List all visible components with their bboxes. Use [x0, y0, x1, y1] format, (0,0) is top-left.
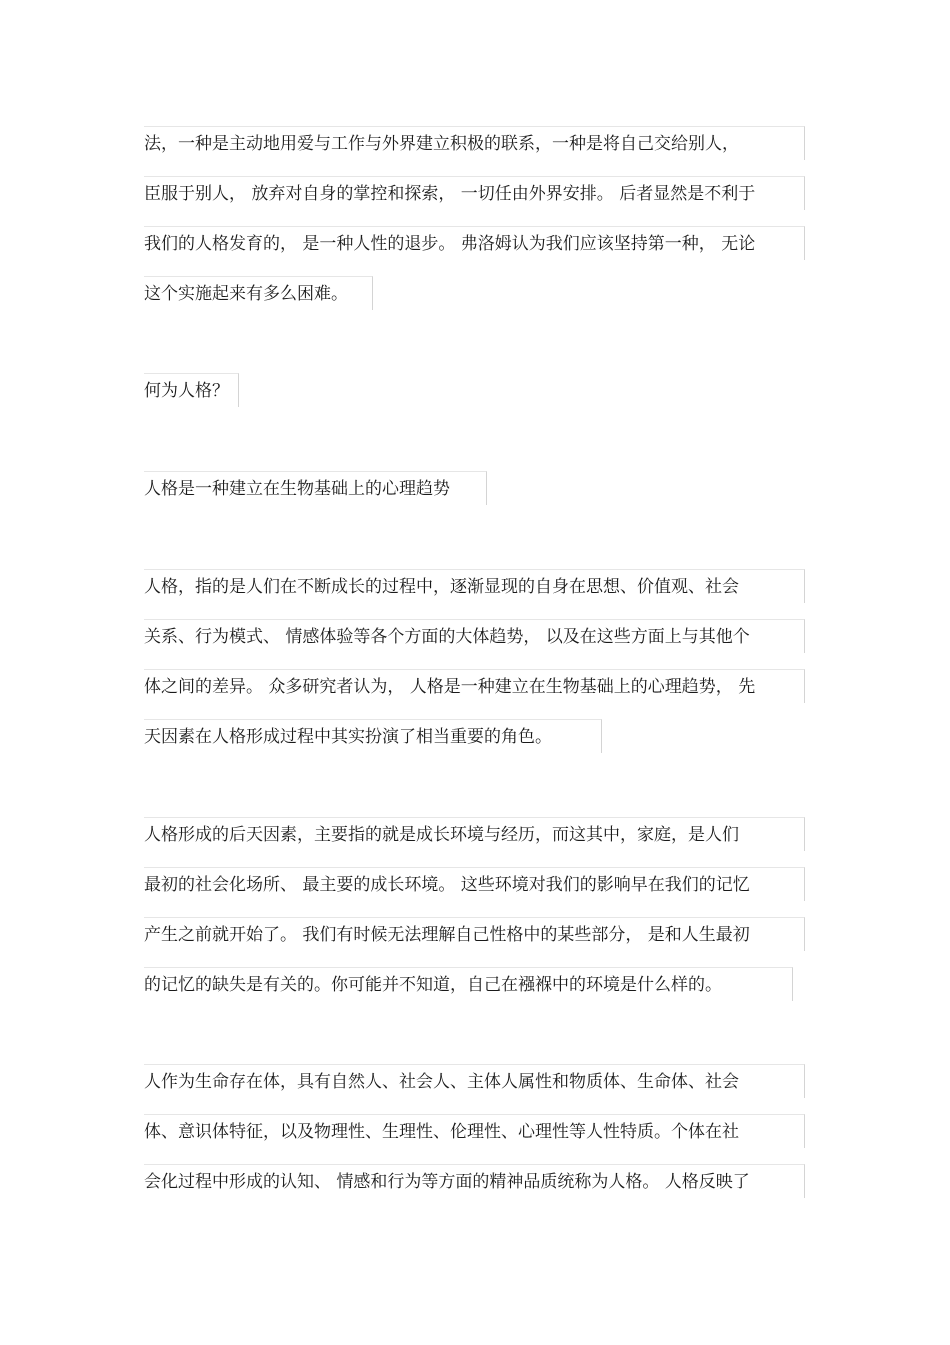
- text-line: 人格，指的是人们在不断成长的过程中，逐渐显现的自身在思想、价值观、社会: [144, 569, 805, 603]
- text-line: 我们的人格发育的， 是一种人性的退步。 弗洛姆认为我们应该坚持第一种， 无论: [144, 226, 805, 260]
- subheading: 人格是一种建立在生物基础上的心理趋势: [144, 471, 487, 505]
- text-line: 关系、行为模式、 情感体验等各个方面的大体趋势， 以及在这些方面上与其他个: [144, 619, 805, 653]
- text-line: 体之间的差异。 众多研究者认为， 人格是一种建立在生物基础上的心理趋势， 先: [144, 669, 805, 703]
- text-line: 产生之前就开始了。 我们有时候无法理解自己性格中的某些部分， 是和人生最初: [144, 917, 805, 951]
- text-line: 人格形成的后天因素，主要指的就是成长环境与经历，而这其中，家庭，是人们: [144, 817, 805, 851]
- text-line: 最初的社会化场所、 最主要的成长环境。 这些环境对我们的影响早在我们的记忆: [144, 867, 805, 901]
- section-heading: 何为人格？: [144, 373, 239, 407]
- text-line: 体、意识体特征，以及物理性、生理性、伦理性、心理性等人性特质。个体在社: [144, 1114, 805, 1148]
- text-line: 臣服于别人， 放弃对自身的掌控和探索， 一切任由外界安排。 后者显然是不利于: [144, 176, 805, 210]
- text-line: 天因素在人格形成过程中其实扮演了相当重要的角色。: [144, 719, 602, 753]
- text-line: 人作为生命存在体，具有自然人、社会人、主体人属性和物质体、生命体、社会: [144, 1064, 805, 1098]
- text-line: 会化过程中形成的认知、 情感和行为等方面的精神品质统称为人格。 人格反映了: [144, 1164, 805, 1198]
- text-line: 这个实施起来有多么困难。: [144, 276, 373, 310]
- text-line: 的记忆的缺失是有关的。你可能并不知道，自己在襁褓中的环境是什么样的。: [144, 967, 793, 1001]
- text-line: 法，一种是主动地用爱与工作与外界建立积极的联系，一种是将自己交给别人，: [144, 126, 805, 160]
